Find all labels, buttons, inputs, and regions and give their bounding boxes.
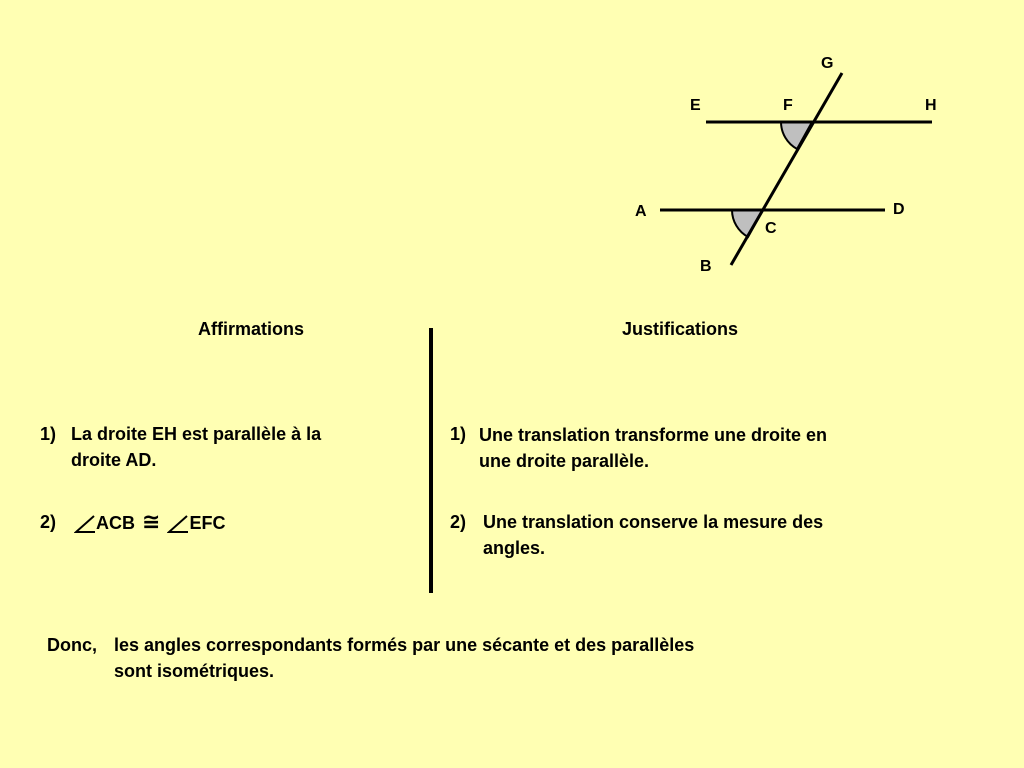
justification-2-number: 2) — [450, 512, 467, 532]
justification-1-number: 1) — [450, 424, 467, 444]
label-d: D — [893, 201, 905, 218]
affirmation-2-statement — [74, 509, 225, 536]
angle-icon — [74, 514, 96, 534]
label-b: B — [700, 258, 712, 275]
header-affirmations: Affirmations — [198, 319, 305, 339]
conclusion-line2: sont isométriques. — [114, 661, 275, 681]
affirmation-1-line2: droite AD. — [71, 450, 157, 470]
label-c: C — [765, 220, 777, 237]
affirmation-1-text — [71, 421, 421, 473]
angle-acb-label: ACB — [96, 513, 135, 533]
header-justifications: Justifications — [622, 319, 739, 339]
label-f: F — [783, 97, 793, 114]
column-divider — [429, 328, 433, 593]
conclusion-text — [114, 632, 934, 684]
justification-1-line2: une droite parallèle. — [479, 451, 650, 471]
label-g: G — [821, 55, 834, 72]
angle-icon — [167, 514, 189, 534]
justification-2-line2: angles. — [483, 538, 546, 558]
geometry-diagram — [0, 0, 1024, 300]
affirmation-1-line1: La droite EH est parallèle à la — [71, 424, 322, 444]
angle-efc-label: EFC — [189, 513, 226, 533]
justification-1-text — [479, 422, 949, 474]
label-a: A — [635, 203, 647, 220]
affirmation-1-number: 1) — [40, 424, 57, 444]
label-h: H — [925, 97, 937, 114]
angle-acb-marker — [732, 210, 763, 237]
congruent-symbol: ≅ — [142, 509, 161, 534]
conclusion-label: Donc, — [47, 635, 98, 655]
affirmation-2-number: 2) — [40, 512, 57, 532]
justification-2-line1: Une translation conserve la mesure des — [483, 512, 824, 532]
label-e: E — [690, 97, 701, 114]
conclusion-line1: les angles correspondants formés par une sécante et des parallèles — [114, 635, 695, 655]
justification-1-line1: Une translation transforme une droite en — [479, 425, 828, 445]
justification-2-text — [483, 509, 943, 561]
